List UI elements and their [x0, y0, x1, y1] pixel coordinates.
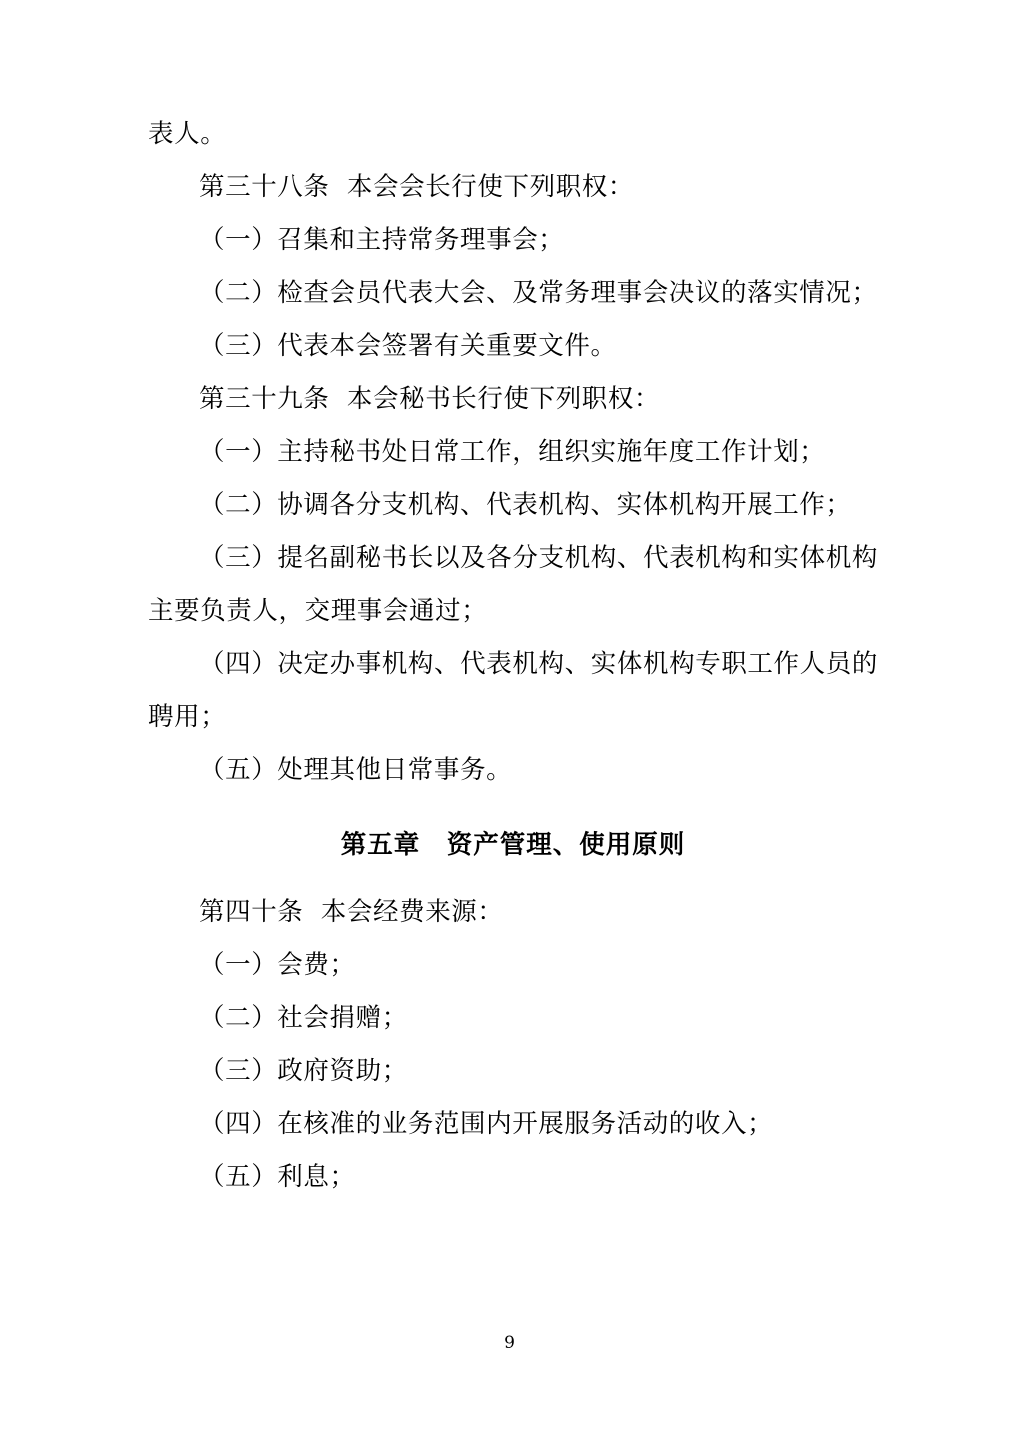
paragraph: （三）提名副秘书长以及各分支机构、代表机构和实体机构主要负责人，交理事会通过；	[148, 543, 878, 626]
paragraph: （四）决定办事机构、代表机构、实体机构专职工作人员的聘用；	[148, 649, 878, 732]
document-body	[148, 108, 878, 1204]
paragraph: （三）代表本会签署有关重要文件。	[199, 331, 617, 361]
paragraph: （二）社会捐赠；	[199, 1003, 408, 1033]
paragraph: 第三十九条 本会秘书长行使下列职权：	[199, 384, 661, 414]
paragraph: （二）协调各分支机构、代表机构、实体机构开展工作；	[199, 490, 852, 520]
paragraph: （三）政府资助；	[199, 1056, 408, 1086]
paragraph: 表人。	[148, 119, 227, 149]
paragraph: 第三十八条 本会会长行使下列职权：	[199, 172, 635, 202]
page-number: 9	[504, 1333, 515, 1353]
paragraph: 第四十条 本会经费来源：	[199, 897, 504, 927]
paragraph: （一）召集和主持常务理事会；	[199, 225, 565, 255]
paragraph: （一）会费；	[199, 950, 356, 980]
paragraph: （一）主持秘书处日常工作，组织实施年度工作计划；	[199, 437, 826, 467]
paragraph: （五）处理其他日常事务。	[199, 755, 513, 785]
paragraph: （四）在核准的业务范围内开展服务活动的收入；	[199, 1109, 774, 1139]
paragraph: （五）利息；	[199, 1162, 356, 1192]
chapter-heading: 第五章 资产管理、使用原则	[340, 830, 686, 860]
paragraph: （二）检查会员代表大会、及常务理事会决议的落实情况；	[199, 278, 878, 308]
